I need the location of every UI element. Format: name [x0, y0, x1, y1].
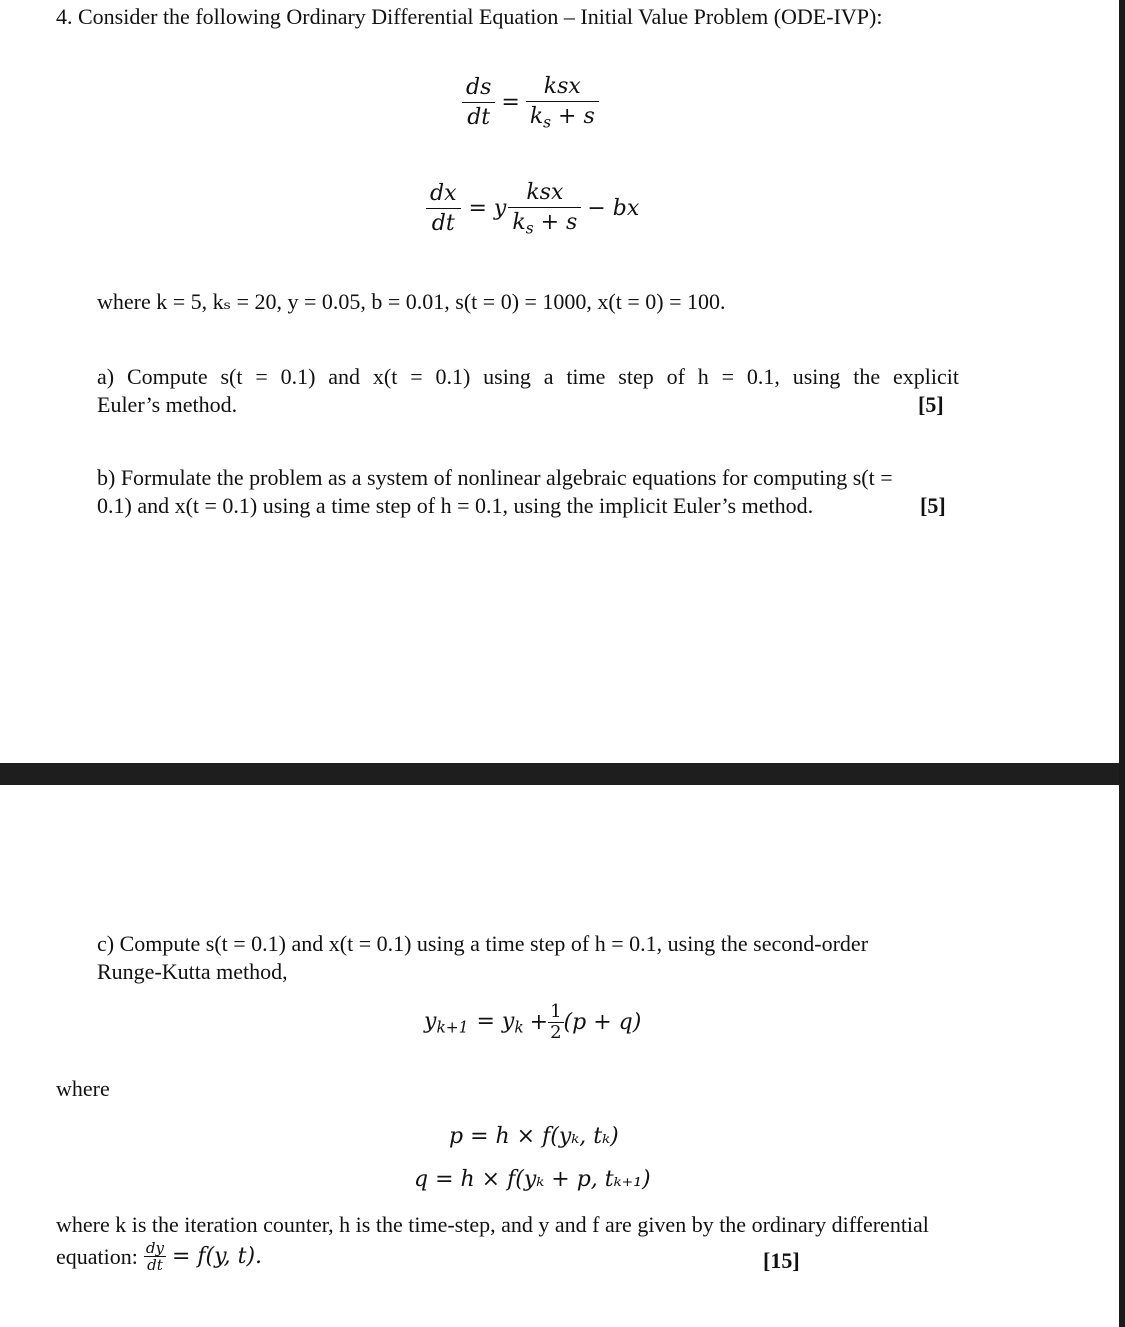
part-c-marks: [15]: [763, 1248, 800, 1273]
q-equation: q = h × f(yₖ + p, tₖ₊₁): [414, 1167, 651, 1192]
part-b-marks: [5]: [920, 493, 946, 518]
rk-tail: (p + q): [563, 1010, 642, 1035]
page-separator-bar: [0, 763, 1125, 785]
equation-ds-dt: [462, 74, 599, 132]
eq2-equals-y: = y: [468, 196, 507, 222]
where-label: where: [56, 1076, 110, 1101]
rk-lhs: $y_{k+1}$: [424, 1008, 469, 1037]
equation-dx-dt: [426, 180, 639, 238]
part-b-line2: 0.1) and x(t = 0.1) using a time step of h = 0.1, using the implicit Euler’s method.: [97, 493, 814, 518]
parameters-line: where k = 5, kₛ = 20, y = 0.05, b = 0.01, s(t = 0) = 1000, x(t = 0) = 100.: [97, 289, 726, 314]
rk-mid: = $y_k$: [476, 1008, 524, 1037]
equation-label: equation:: [56, 1243, 138, 1269]
eq1-equals: =: [501, 90, 520, 116]
question-header: 4. Consider the following Ordinary Differential Equation – Initial Value Problem (ODE-IVP):: [56, 4, 883, 29]
rk2-formula: [424, 1002, 641, 1043]
part-c-line2: Runge-Kutta method,: [97, 959, 288, 984]
part-c-note-line2: [56, 1240, 262, 1273]
eq1-rhs-fraction: $\frac{\text{ksx}}{k_s + s}$: [526, 74, 599, 132]
eq2-rhs-fraction: $\frac{\text{ksx}}{k_s + s}$: [508, 180, 581, 238]
part-a-line1: a) Compute s(t = 0.1) and x(t = 0.1) using a time step of h = 0.1, using the explicit: [97, 364, 959, 389]
part-b-line1: b) Formulate the problem as a system of nonlinear algebraic equations for computing s(t =: [97, 465, 893, 490]
eq2-lhs-fraction: $\frac{dx}{dt}$: [426, 181, 461, 236]
part-c-note-line1: where k is the iteration counter, h is the time-step, and y and f are given by the ordinary differential: [56, 1212, 929, 1237]
f-of-y-t: = f(y, t).: [171, 1244, 263, 1269]
rk-plus: +: [529, 1010, 549, 1035]
p-equation: p = h × f(yₖ, tₖ): [449, 1124, 619, 1149]
part-c-line1: c) Compute s(t = 0.1) and x(t = 0.1) using a time step of h = 0.1, using the second-order: [97, 931, 869, 956]
part-a-marks: [5]: [918, 392, 944, 417]
part-a-line2: Euler’s method.: [97, 392, 238, 417]
eq1-lhs-fraction: $\frac{ds}{dt}$: [462, 75, 495, 130]
eq2-tail: − bx: [587, 196, 640, 222]
rk-half-fraction: $\frac{1}{2}$: [550, 1001, 562, 1043]
page-edge-line: [1119, 0, 1125, 1327]
dy-dt-fraction: $\frac{dy}{dt}$: [145, 1239, 164, 1274]
